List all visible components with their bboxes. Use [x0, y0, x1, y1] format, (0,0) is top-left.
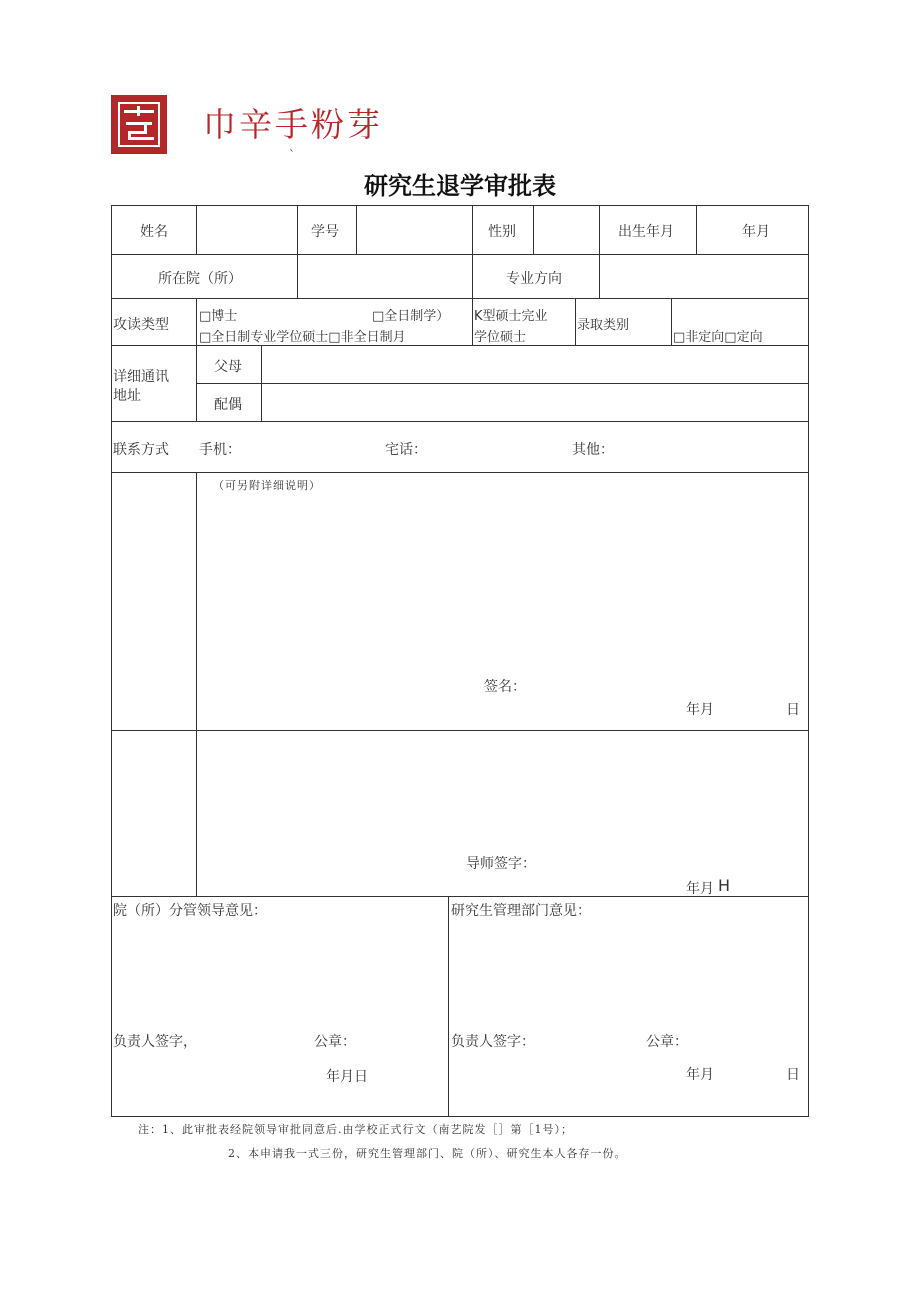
school-signer-label: 负责人签字， — [113, 1034, 197, 1050]
dept-seal-label: 公章： — [646, 1034, 688, 1050]
row-line — [111, 421, 809, 422]
footnote-2: 2、本申请我一式三份，研究生管理部门、院（所）、研究生本人各存一份。 — [228, 1147, 627, 1160]
col-line — [533, 205, 534, 254]
other-contact-label: 其他： — [572, 442, 614, 458]
brand-text: 巾辛手粉芽 — [203, 105, 383, 144]
col-line — [261, 345, 262, 421]
address-label-line2: 地址 — [113, 388, 141, 404]
dept-signer-label: 负责人签字： — [451, 1034, 535, 1050]
home-phone-label: 宅话： — [385, 442, 427, 458]
study-type-label: 攻读类型 — [113, 317, 169, 333]
birth-value[interactable]: 年月 — [742, 224, 770, 240]
row-line — [111, 254, 809, 255]
option-phd-checkbox[interactable]: □博士 — [199, 309, 238, 324]
table-border-bottom — [111, 1116, 809, 1117]
logo-seal-icon — [118, 102, 160, 147]
table-border-top — [111, 205, 809, 206]
gender-field[interactable] — [535, 207, 598, 253]
advisor-signature-label: 导师签字： — [466, 856, 536, 872]
col-line — [472, 254, 473, 298]
home-phone-field[interactable] — [430, 428, 560, 466]
dept-day-label: 日 — [786, 1067, 800, 1083]
parents-address-field[interactable] — [263, 347, 807, 382]
other-contact-field[interactable] — [615, 428, 800, 466]
row-line — [196, 383, 809, 384]
admission-options-checkbox[interactable]: □非定向□定向 — [673, 330, 763, 345]
school-field[interactable] — [299, 256, 471, 297]
col-line — [196, 472, 197, 896]
option-k-master-line2: 学位硕士 — [474, 330, 527, 345]
col-line — [599, 205, 600, 254]
advisor-date-label: 年月 — [686, 881, 714, 897]
applicant-date-label: 年月 — [686, 702, 714, 718]
advisor-day-label: H — [718, 876, 731, 895]
applicant-day-label: 日 — [786, 702, 800, 718]
contact-label: 联系方式 — [113, 442, 169, 458]
col-line — [448, 896, 449, 1116]
col-line — [297, 254, 298, 298]
dept-opinion-label: 研究生管理部门意见： — [451, 903, 591, 919]
reason-textarea[interactable] — [198, 496, 806, 666]
major-field[interactable] — [601, 256, 807, 297]
spouse-label: 配偶 — [214, 397, 242, 413]
name-label: 姓名 — [140, 224, 168, 240]
option-k-master-line1[interactable]: K型硕士完业 — [474, 309, 548, 324]
major-label: 专业方向 — [506, 271, 562, 287]
parents-label: 父母 — [214, 359, 242, 375]
col-line — [196, 205, 197, 254]
student-id-field[interactable] — [358, 207, 471, 253]
mobile-label: 手机： — [199, 442, 241, 458]
option-fulltime-professional-checkbox[interactable]: □全日制专业学位硕士□非全日制月 — [199, 330, 406, 345]
brand-mark: ` — [289, 148, 295, 162]
col-line — [599, 254, 600, 298]
school-label: 所在院（所） — [158, 271, 242, 287]
student-id-label: 学号 — [311, 224, 339, 240]
col-line — [575, 298, 576, 345]
col-line — [472, 205, 473, 254]
row-line — [111, 730, 809, 731]
dept-opinion-textarea[interactable] — [451, 922, 806, 1020]
table-border-right — [808, 205, 809, 1117]
row-line — [111, 345, 809, 346]
mobile-field[interactable] — [245, 428, 375, 466]
col-line — [472, 298, 473, 345]
spouse-address-field[interactable] — [263, 385, 807, 420]
advisor-opinion-textarea[interactable] — [198, 733, 806, 843]
table-border-left — [111, 205, 112, 1117]
row-line — [111, 298, 809, 299]
school-opinion-label: 院（所）分管领导意见： — [113, 903, 267, 919]
name-field[interactable] — [198, 207, 296, 253]
applicant-signature-label: 签名： — [484, 679, 526, 695]
address-label-line1: 详细通讯 — [113, 369, 169, 385]
footnote-1: 注：1、此审批表经院领导审批同意后.由学校正式行文（南艺院发［］第［1号）； — [138, 1123, 573, 1136]
col-line — [356, 205, 357, 254]
admission-label: 录取类别 — [577, 318, 630, 333]
page-title: 研究生退学审批表 — [364, 172, 556, 200]
dept-date-label: 年月 — [686, 1067, 714, 1083]
birth-label: 出生年月 — [618, 224, 674, 240]
col-line — [696, 205, 697, 254]
school-seal-label: 公章： — [314, 1034, 356, 1050]
school-date-label: 年月日 — [326, 1069, 368, 1085]
row-line — [111, 472, 809, 473]
school-logo — [111, 95, 167, 154]
school-opinion-textarea[interactable] — [113, 922, 446, 1020]
col-line — [196, 298, 197, 345]
gender-label: 性别 — [488, 224, 516, 240]
option-fulltime-academic-checkbox[interactable]: □全日制学） — [372, 309, 450, 324]
col-line — [297, 205, 298, 254]
reason-hint: （可另附详细说明） — [213, 479, 321, 492]
col-line — [671, 298, 672, 345]
col-line — [196, 345, 197, 421]
